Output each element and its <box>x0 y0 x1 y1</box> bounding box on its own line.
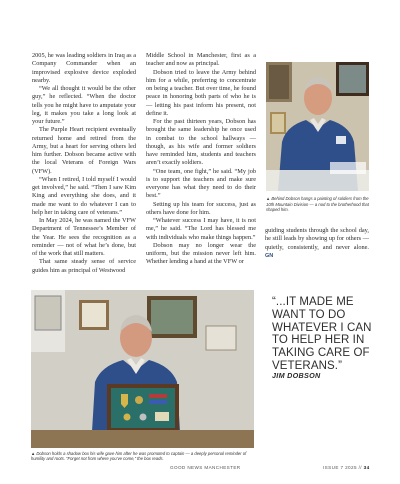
paragraph: Dobson may no longer wear the uniform, but the mission never left him. Whether lending a hand at the VFW or <box>146 241 256 266</box>
caption-text: Dobson holds a shadow box his wife gave him after he was promoted to captain — a deeply personal reminder of humility and roots. “Forget not from where you’ve come,” the box reads. <box>31 451 247 462</box>
caption-text: Behind Dobson hangs a painting of soldiers from the 10th Mountain Division — a nod to the brotherhood that shaped him. <box>266 196 369 212</box>
paragraph: That same steady sense of service guides him as principal of Westwood <box>32 258 136 274</box>
footer-publication: GOOD NEWS MANCHESTER <box>170 465 241 470</box>
pull-quote: “...IT MADE ME WANT TO DO WHATEVER I CAN TO HELP HER IN TAKING CARE OF VETERANS.” <box>272 296 372 372</box>
portrait-photo <box>266 62 369 191</box>
portrait-illustration <box>266 62 369 191</box>
pull-quote-author: JIM DOBSON <box>272 371 321 380</box>
end-signature: GN <box>265 252 274 259</box>
paragraph: Setting up his team for success, just as others have done for him. <box>146 200 256 216</box>
caption-marker: ▲ <box>31 451 36 456</box>
paragraph: In May 2024, he was named the VFW Department of Tennessee’s Member of the Year. He sees the recognition as a reminder — not of what he’s done, but of the work that still matters. <box>32 217 136 257</box>
paragraph: “Whatever success I may have, it is not me,” he said. “The Lord has blessed me with individuals who make things happen.” <box>146 217 256 241</box>
shadow-box-illustration <box>31 290 254 448</box>
article-column-2 <box>146 52 256 267</box>
paragraph: Dobson tried to leave the Army behind him for a while, preferring to concentrate on being a teacher. But over time, he found peace in honoring both parts of who he is — letting his past inform his present, not define it. <box>146 68 256 117</box>
paragraph: 2005, he was leading soldiers in Iraq as a Company Commander when an improvised explosive device exploded nearby. <box>32 52 136 84</box>
article-column-3 <box>265 227 369 260</box>
paragraph: The Purple Heart recipient eventually returned home and retired from the Army, but a heart for serving others led him further. Dobson became active with the local Veterans of Foreign Wars (VFW). <box>32 126 136 175</box>
paragraph: “When I retired, I told myself I would get involved,” he said. “Then I saw Kim King and everything she does, and it made me want to do whatever I can to help her in taking care of veterans.” <box>32 175 136 216</box>
paragraph: guiding students through the school day, he still leads by showing up for others — quietly, consistently, and never alone. <box>265 227 369 251</box>
paragraph: “One team, one fight,” he said. “My job is to support the teachers and make sure everyone has what they need to do their best.” <box>146 167 256 200</box>
photo-caption-1 <box>266 196 370 213</box>
footer-issue-label: ISSUE 7 2025 // <box>323 465 362 470</box>
caption-marker: ▲ <box>266 196 271 201</box>
photo-caption-2 <box>31 451 254 462</box>
article-column-1 <box>32 52 136 275</box>
footer-issue <box>323 465 370 470</box>
paragraph: Middle School in Manchester, first as a teacher and now as principal. <box>146 52 256 68</box>
page-number: 34 <box>363 465 370 470</box>
paragraph: “We all thought it would be the other guy,” he reflected. “When the doctor tells you he might have to amputate your leg, it makes you take a long look at your future.” <box>32 85 136 125</box>
shadow-box-photo <box>31 290 254 448</box>
paragraph: For the past thirteen years, Dobson has brought the same leadership he once used in combat to the school hallways — though, as his wife and former soldiers have reminded him, students and teachers aren’t exactly soldiers. <box>146 118 256 167</box>
